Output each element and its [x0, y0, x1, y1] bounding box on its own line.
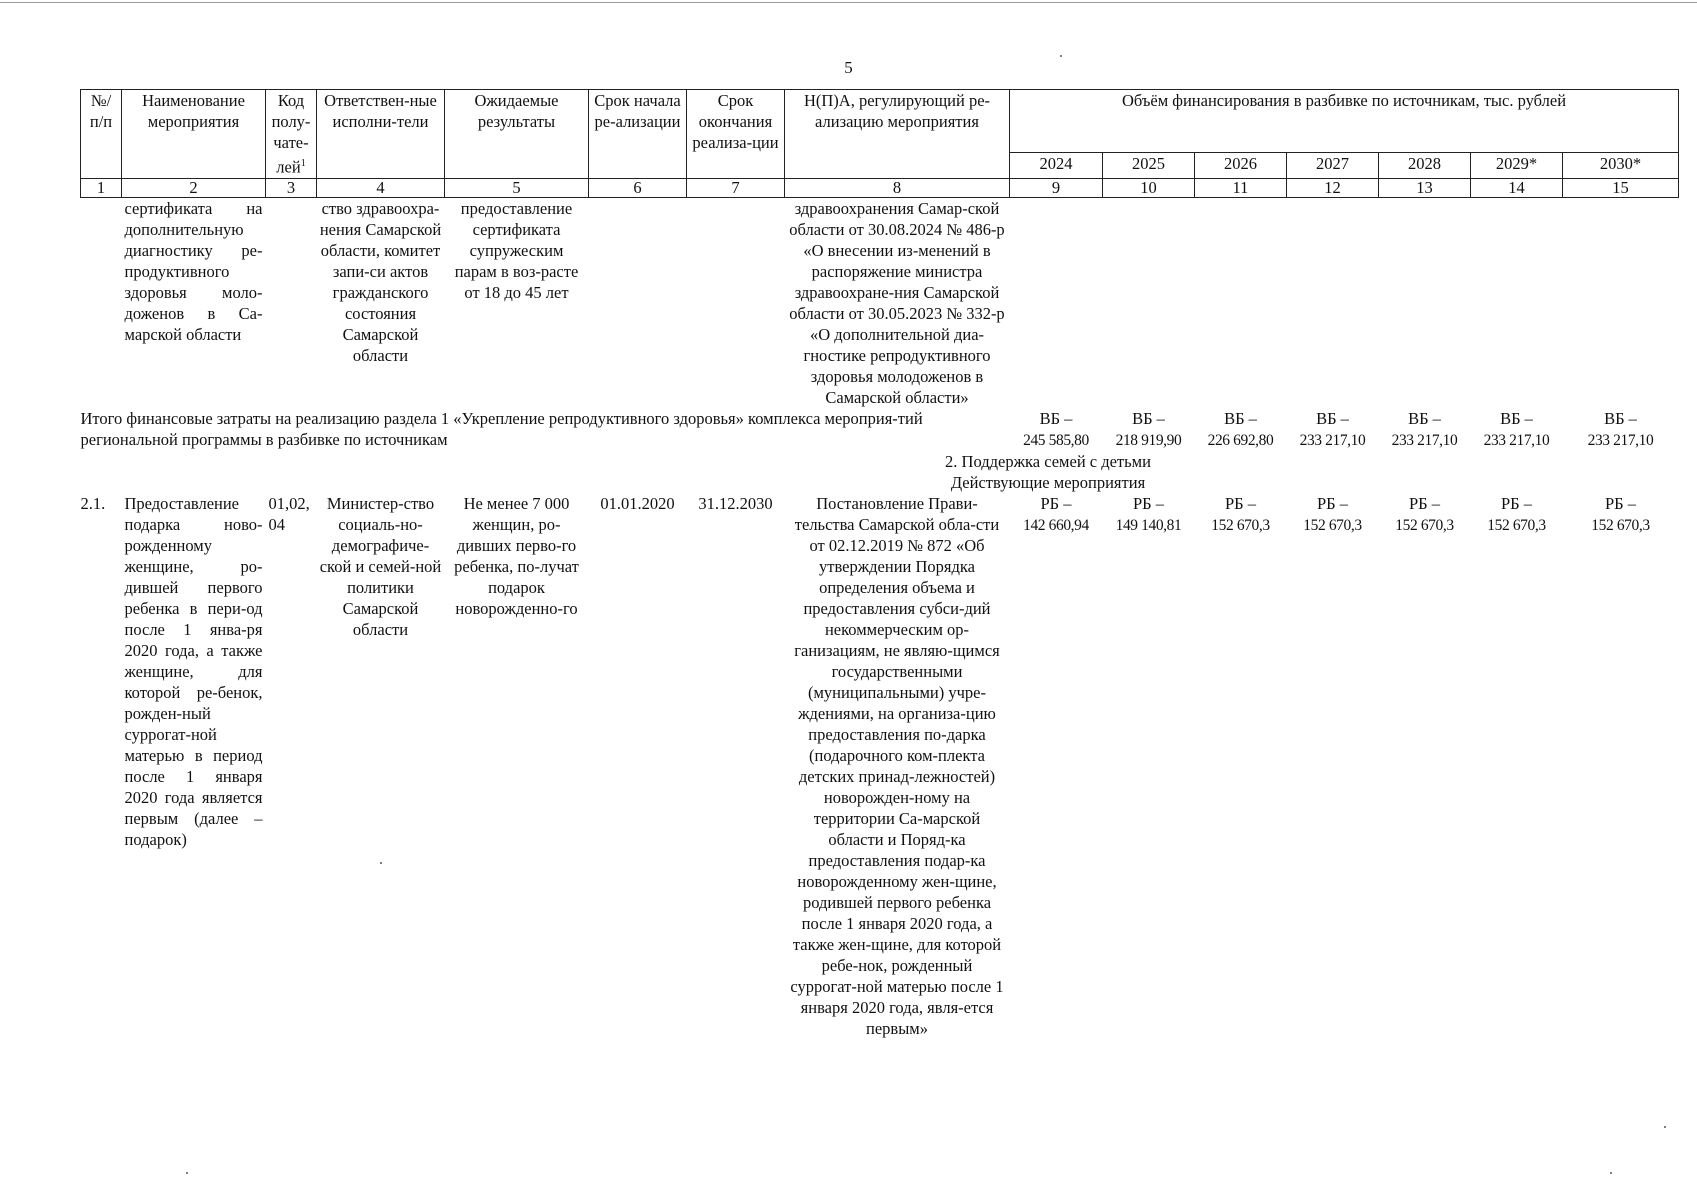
- scan-speck: [1664, 1126, 1666, 1128]
- section-subtitle-row: [81, 472, 1679, 493]
- scan-speck: [380, 862, 382, 864]
- col-number: 10: [1103, 178, 1195, 197]
- total-cell: ВБ – 233 217,10: [1483, 408, 1550, 449]
- total-cell: ВБ – 233 217,10: [1299, 408, 1366, 449]
- col-number: 8: [785, 178, 1010, 197]
- year-cell: 2029*: [1471, 153, 1563, 179]
- header-num: №/ п/п: [81, 90, 122, 179]
- year-cell: 2024: [1010, 153, 1103, 179]
- end-date: 31.12.2030: [698, 493, 773, 513]
- funding-cell: РБ – 152 670,3: [1591, 493, 1650, 534]
- funding-cell: РБ – 152 670,3: [1487, 493, 1546, 534]
- header-end: Срок окончания реализа-ции: [687, 90, 785, 179]
- col-number: 15: [1563, 178, 1679, 197]
- header-code: Код полу-чате-лей$^1$: [266, 90, 317, 179]
- col-number: 4: [317, 178, 445, 197]
- header-finance: Объём финансирования в разбивке по источникам, тыс. рублей: [1010, 90, 1679, 153]
- funding-cell: РБ – 142 660,94: [1023, 493, 1089, 534]
- col-number: 12: [1287, 178, 1379, 197]
- total-label: Итого финансовые затраты на реализацию раздела 1 «Укрепление репродуктивного здоровья» комплекса мероприя-тий региональной программы в разбивке по источникам: [80, 408, 923, 449]
- year-cell: 2028: [1379, 153, 1471, 179]
- section-subtitle: Действующие мероприятия: [950, 472, 1146, 492]
- scan-speck: [1610, 1172, 1612, 1174]
- year-cell: 2026: [1195, 153, 1287, 179]
- program-table: [80, 89, 1679, 1039]
- recipient-code: 01,02, 04: [268, 493, 310, 534]
- expected-result: Не менее 7 000 женщин, ро-дивших перво-го ребенка, по-лучат подарок новорожденно-го: [454, 493, 579, 618]
- total-cell: ВБ – 218 919,90: [1115, 408, 1182, 449]
- continued-responsible: ство здравоохра-нения Самарской области, комитет запи-си актов гражданского состояния Самарской области: [319, 198, 442, 365]
- continued-npa: здравоохранения Самар-ской области от 30.08.2024 № 486-р «О внесении из-менений в распоряжение министра здравоохране-ния Самарской области от 30.05.2023 № 332-р «О дополнительной диа-гностике репродуктивного здоровья молодоженов в Самарской области»: [789, 198, 1005, 407]
- top-rule: [0, 2, 1697, 3]
- section-title-row: [81, 451, 1679, 472]
- col-number: 5: [445, 178, 589, 197]
- col-number: 2: [122, 178, 266, 197]
- continued-name: сертификата на дополнительную диагностику ре-продуктивного здоровья моло-доженов в Са-марской области: [124, 198, 263, 344]
- col-number: 14: [1471, 178, 1563, 197]
- header-npa: Н(П)А, регулирующий ре-ализацию мероприятия: [785, 90, 1010, 179]
- header-name: Наименование мероприятия: [122, 90, 266, 179]
- section-title: 2. Поддержка семей с детьми: [945, 451, 1151, 471]
- col-number: 7: [687, 178, 785, 197]
- measure-name: Предоставление подарка ново-рожденному женщине, ро-дившей первого ребенка в пери-од после 1 янва-ря 2020 года, а также женщине, для которой ре-бенок, рожден-ный суррогат-ной матерью в период после 1 января 2020 года является первым (далее – подарок): [124, 493, 263, 849]
- col-number: 1: [81, 178, 122, 197]
- row-number: 2.1.: [80, 493, 106, 513]
- table-row: [81, 493, 1679, 1039]
- funding-cell: РБ – 149 140,81: [1115, 493, 1182, 534]
- start-date: 01.01.2020: [600, 493, 675, 513]
- table-header: [81, 90, 1679, 198]
- col-number: 11: [1195, 178, 1287, 197]
- total-row: [81, 408, 1679, 451]
- scan-speck: [186, 1172, 188, 1174]
- col-number: 9: [1010, 178, 1103, 197]
- funding-cell: РБ – 152 670,3: [1303, 493, 1362, 534]
- header-result: Ожидаемые результаты: [445, 90, 589, 179]
- year-cell: 2030*: [1563, 153, 1679, 179]
- col-number: 13: [1379, 178, 1471, 197]
- col-number: 3: [266, 178, 317, 197]
- continued-result: предоставление сертификата супружеским парам в воз-расте от 18 до 45 лет: [454, 198, 579, 302]
- table-row: [81, 197, 1679, 408]
- regulation-act: Постановление Прави-тельства Самарской обла-сти от 02.12.2019 № 872 «Об утверждении Порядка определения объема и предоставления субси-дий некоммерческим ор-ганизациям, не являю-щимся государственными (муниципальными) учре-ждениями, на организа-цию предоставления по-дарка (подарочного ком-плекта детских принад-лежностей) новорожден-ному на территории Са-марской области и Поряд-ка предоставления подар-ка новорожденному жен-щине, родившей первого ребенка после 1 января 2020 года, а также жен-щине, для которой ребе-нок, рожденный суррогат-ной матерью после 1 января 2020 года, явля-ется первым»: [790, 493, 1004, 1038]
- year-cell: 2025: [1103, 153, 1195, 179]
- col-number: 6: [589, 178, 687, 197]
- page-number: 5: [844, 58, 853, 77]
- funding-cell: РБ – 152 670,3: [1211, 493, 1270, 534]
- year-cell: 2027: [1287, 153, 1379, 179]
- responsible: Министер-ство социаль-но-демографиче-ской и семей-ной политики Самарской области: [319, 493, 442, 639]
- funding-cell: РБ – 152 670,3: [1395, 493, 1454, 534]
- header-start: Срок начала ре-ализации: [589, 90, 687, 179]
- scan-speck: [1060, 55, 1062, 57]
- total-cell: ВБ – 233 217,10: [1587, 408, 1654, 449]
- header-responsible: Ответствен-ные исполни-тели: [317, 90, 445, 179]
- total-cell: ВБ – 233 217,10: [1391, 408, 1458, 449]
- total-cell: ВБ – 226 692,80: [1207, 408, 1274, 449]
- total-cell: ВБ – 245 585,80: [1023, 408, 1089, 449]
